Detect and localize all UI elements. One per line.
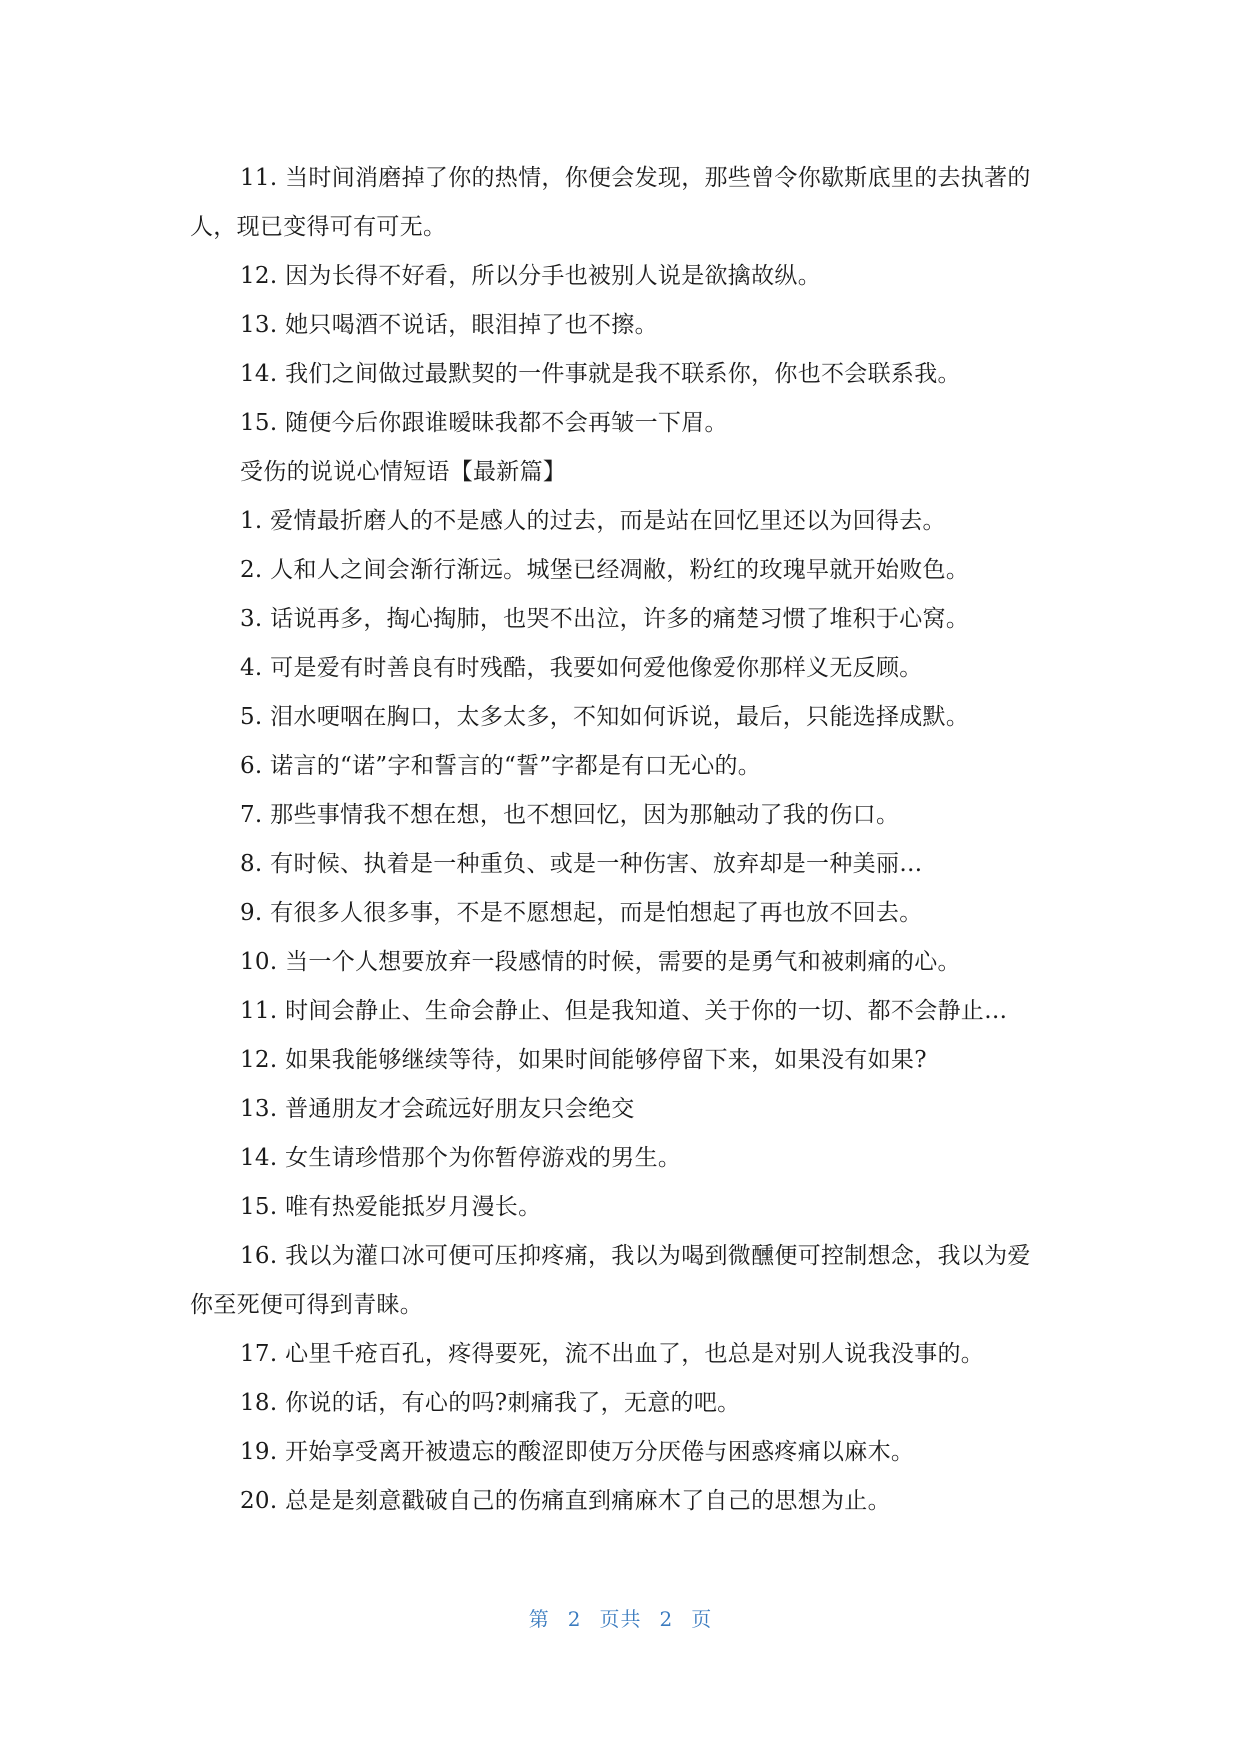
paragraph: 18. 你说的话，有心的吗?刺痛我了，无意的吧。 <box>240 1390 741 1416</box>
paragraph: 7. 那些事情我不想在想，也不想回忆，因为那触动了我的伤口。 <box>240 802 900 828</box>
footer-prefix: 第 <box>528 1607 550 1631</box>
paragraph: 13. 普通朋友才会疏远好朋友只会绝交 <box>240 1096 635 1122</box>
paragraph: 11. 时间会静止、生命会静止、但是我知道、关于你的一切、都不会静止… <box>240 998 1008 1024</box>
paragraph: 1. 爱情最折磨人的不是感人的过去，而是站在回忆里还以为回得去。 <box>240 508 946 534</box>
footer-total-pages: 2 <box>659 1607 674 1631</box>
footer-middle: 页共 <box>599 1607 642 1631</box>
footer-suffix: 页 <box>691 1607 713 1631</box>
paragraph: 19. 开始享受离开被遗忘的酸涩即使万分厌倦与困惑疼痛以麻木。 <box>240 1439 915 1465</box>
paragraph: 14. 女生请珍惜那个为你暂停游戏的男生。 <box>240 1145 682 1171</box>
paragraph: 16. 我以为灌口冰可便可压抑疼痛，我以为喝到微醺便可控制想念，我以为爱你至死便可得到青睐。 <box>190 1243 1031 1318</box>
paragraph: 8. 有时候、执着是一种重负、或是一种伤害、放弃却是一种美丽… <box>240 851 923 877</box>
document-body <box>190 154 1052 1526</box>
paragraph: 10. 当一个人想要放弃一段感情的时候，需要的是勇气和被刺痛的心。 <box>240 949 961 975</box>
paragraph: 2. 人和人之间会渐行渐远。城堡已经凋敝，粉红的玫瑰早就开始败色。 <box>240 557 970 583</box>
paragraph: 5. 泪水哽咽在胸口，太多太多，不知如何诉说，最后，只能选择成默。 <box>240 704 970 730</box>
paragraph: 14. 我们之间做过最默契的一件事就是我不联系你，你也不会联系我。 <box>240 361 961 387</box>
paragraph: 12. 如果我能够继续等待，如果时间能够停留下来，如果没有如果? <box>240 1047 927 1073</box>
paragraph: 13. 她只喝酒不说话，眼泪掉了也不擦。 <box>240 312 658 338</box>
paragraph: 20. 总是是刻意戳破自己的伤痛直到痛麻木了自己的思想为止。 <box>240 1488 891 1514</box>
section-heading: 受伤的说说心情短语【最新篇】 <box>240 459 567 485</box>
paragraph: 15. 随便今后你跟谁暧昧我都不会再皱一下眉。 <box>240 410 728 436</box>
paragraph: 15. 唯有热爱能抵岁月漫长。 <box>240 1194 542 1220</box>
paragraph: 11. 当时间消磨掉了你的热情，你便会发现，那些曾令你歇斯底里的去执著的人，现已变得可有可无。 <box>190 165 1031 240</box>
paragraph: 4. 可是爱有时善良有时残酷，我要如何爱他像爱你那样义无反顾。 <box>240 655 923 681</box>
paragraph: 17. 心里千疮百孔，疼得要死，流不出血了，也总是对别人说我没事的。 <box>240 1341 985 1367</box>
footer-current-page: 2 <box>567 1607 582 1631</box>
paragraph: 12. 因为长得不好看，所以分手也被别人说是欲擒故纵。 <box>240 263 821 289</box>
paragraph: 3. 话说再多，掏心掏肺，也哭不出泣，许多的痛楚习惯了堆积于心窝。 <box>240 606 970 632</box>
paragraph: 6. 诺言的“诺”字和誓言的“誓”字都是有口无心的。 <box>240 753 762 779</box>
paragraph: 9. 有很多人很多事，不是不愿想起，而是怕想起了再也放不回去。 <box>240 900 923 926</box>
page-footer <box>0 1603 1241 1632</box>
